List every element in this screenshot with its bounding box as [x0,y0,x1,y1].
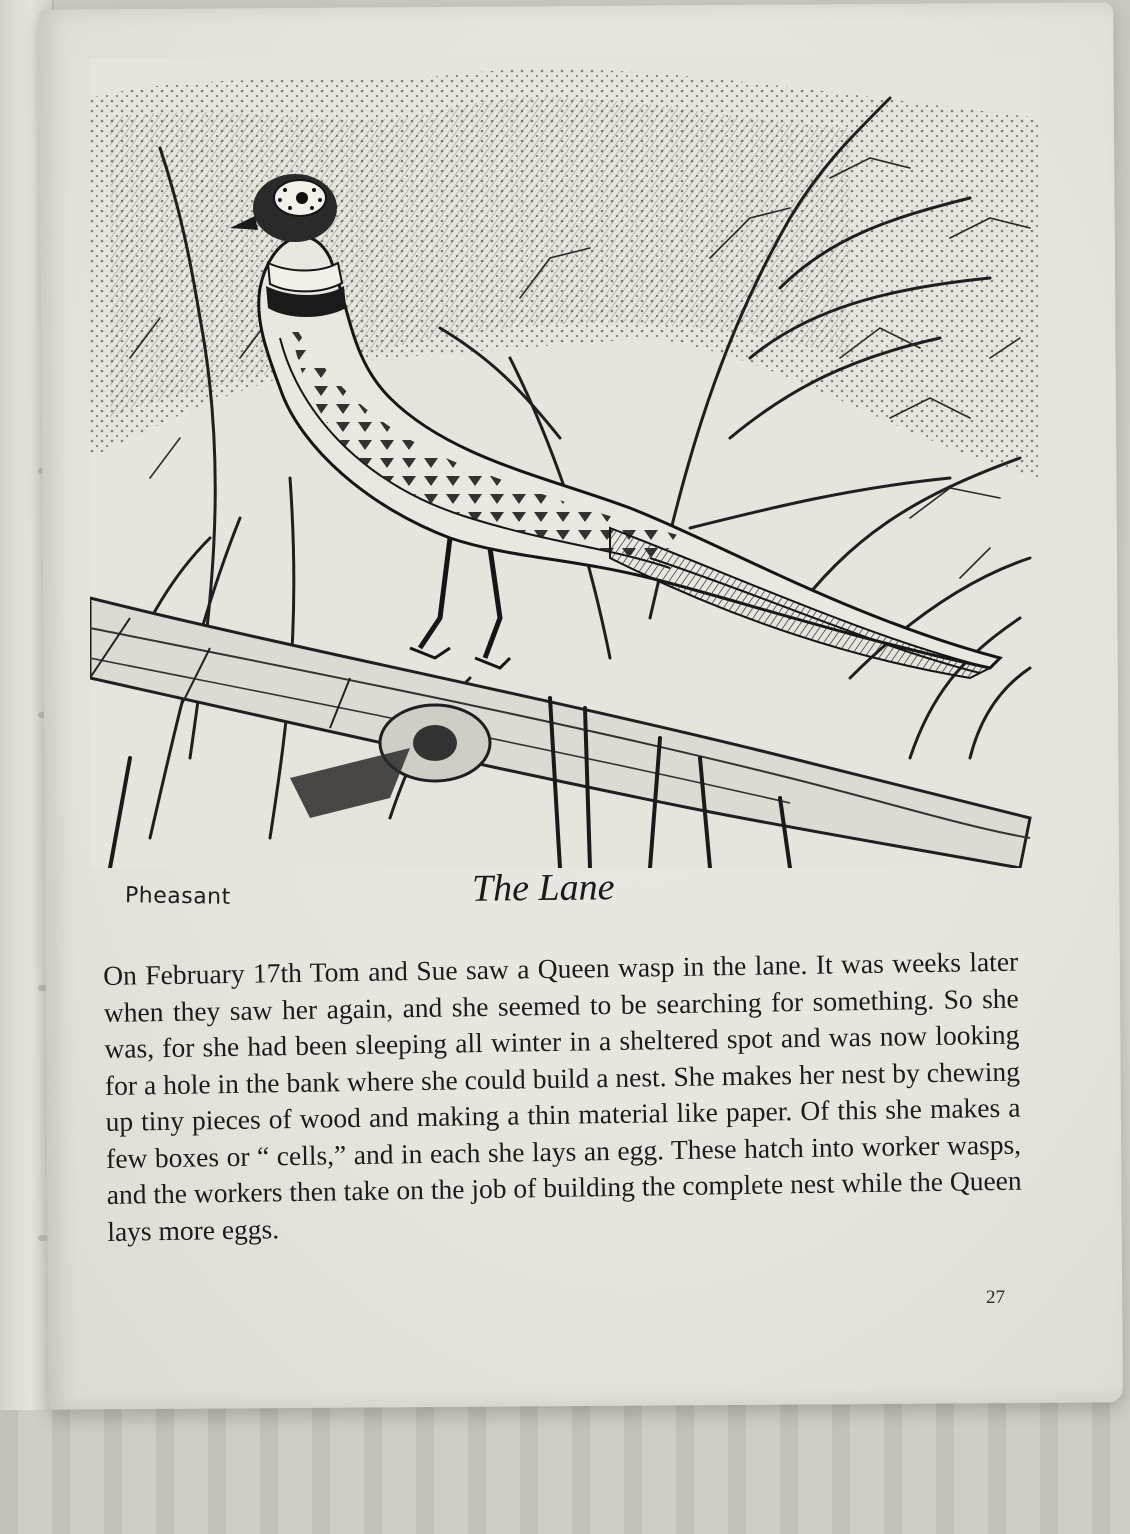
illustration-caption: Pheasant [124,883,231,910]
page-number: 27 [986,1287,1005,1308]
left-page-edge [0,0,18,1410]
page-title: The Lane [471,866,615,910]
pheasant-illustration [90,58,1040,868]
wallpaper-background [0,1400,1130,1534]
binding-stitch [38,1235,48,1241]
body-paragraph: On February 17th Tom and Sue saw a Queen wasp in the lane. It was weeks later when they saw her again, and she seemed to be searching for something. So she was, for she had been sleeping all winter in a sheltered spot and was now looking for a hole in the bank where she could build a nest. She makes her nest by chewing up tiny pieces of wood and making a thin material like paper. Of this she makes a few boxes or “ cells,” and in each she lays an egg. These hatch into worker wasps, and the workers then take on the job of building the complete nest while the Queen lays more eggs. [103,945,1022,1247]
